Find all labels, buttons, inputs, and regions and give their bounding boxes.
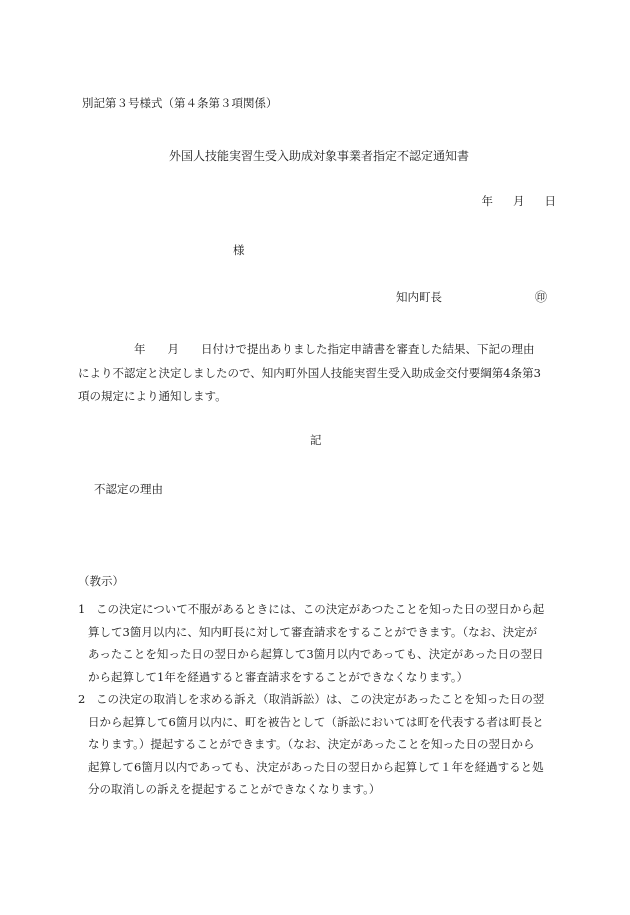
instruction-line: 日から起算して6箇月以内に、町を被告として（訴訟においては町を代表する者は町長と (88, 714, 544, 729)
instruction-line: 分の取消しの訴えを提起することができなくなります。） (88, 782, 381, 796)
ki-heading: 記 (310, 433, 322, 447)
form-label: 別記第３号様式（第４条第３項関係） (82, 96, 278, 110)
notice-body-line-3: 項の規定により通知します。 (78, 389, 227, 403)
instruction-item (78, 688, 558, 801)
seal-mark: ㊞ (535, 290, 548, 304)
reason-label: 不認定の理由 (94, 482, 163, 496)
date-day: 日 (544, 194, 556, 208)
instruction-number: 2 (78, 692, 86, 706)
body-line1-rest: 日付けで提出ありました指定申請書を審査した結果、下記の理由 (201, 342, 535, 356)
body-month: 月 (167, 342, 179, 356)
instruction-item (78, 598, 558, 688)
instruction-line: なります。）提起することができます。（なお、決定があったことを知った日の翌日から (88, 737, 535, 751)
sender-name: 知内町長 (396, 290, 442, 304)
instruction-line: あったことを知った日の翌日から起算して3箇月以内であっても、決定があった日の翌日 (88, 647, 544, 661)
kyoji-label: （教示） (78, 574, 124, 588)
date-month: 月 (513, 194, 525, 208)
instruction-line: 算して3箇月以内に、知内町長に対して審査請求をすることができます。（なお、決定が (88, 624, 538, 639)
notice-body-line-2: により不認定と決定しましたので、知内町外国人技能実習生受入助成金交付要綱第4条第3 (78, 365, 541, 380)
instruction-number: 1 (78, 602, 86, 616)
date-year: 年 (481, 194, 493, 208)
instruction-line: この決定の取消しを求める訴え（取消訴訟）は、この決定があったことを知った日の翌 (96, 692, 545, 706)
notice-body-line-1 (78, 338, 556, 362)
instruction-line: この決定について不服があるときには、この決定があつたことを知った日の翌日から起 (96, 602, 545, 616)
body-year: 年 (134, 342, 146, 356)
notice-body (78, 338, 556, 409)
document-title: 外国人技能実習生受入助成対象事業者指定不認定通知書 (169, 149, 470, 163)
date-line (482, 196, 557, 208)
addressee-suffix: 様 (233, 243, 245, 257)
instruction-line: から起算して1年を経過すると審査請求をすることができなくなります。） (88, 669, 469, 684)
instruction-line: 起算して6箇月以内であっても、決定があった日の翌日から起算して１年を経過すると処 (88, 759, 544, 774)
